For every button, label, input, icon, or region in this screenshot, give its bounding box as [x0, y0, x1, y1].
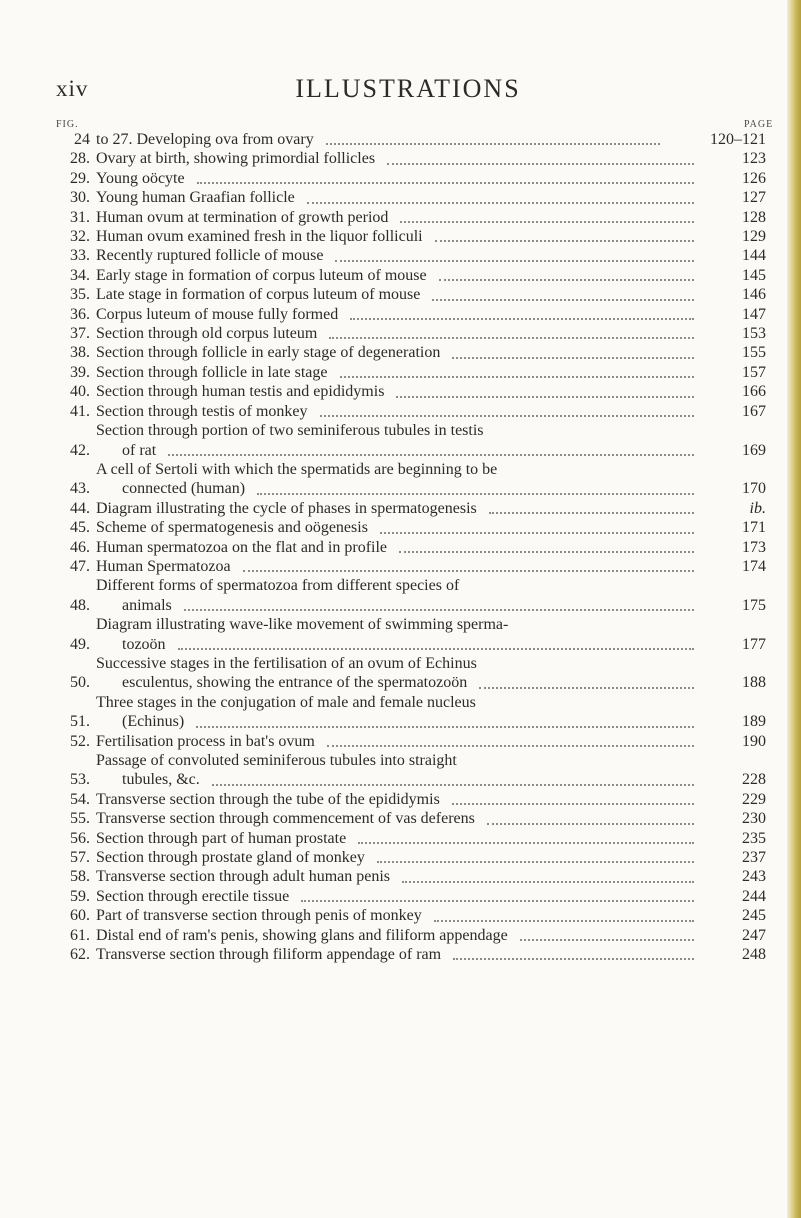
dot-leader	[452, 802, 694, 805]
figure-title: Human ovum examined fresh in the liquor folliculi	[96, 228, 423, 246]
figure-number: 60.	[70, 907, 90, 925]
figure-title: Section through testis of monkey	[96, 402, 308, 420]
page-reference: 177	[742, 635, 766, 653]
figure-title: Human Spermatozoa	[96, 557, 231, 575]
figure-number: 55.	[70, 810, 90, 828]
list-item	[56, 829, 766, 848]
dot-leader	[489, 511, 694, 514]
figure-title: Transverse section through adult human penis	[96, 868, 391, 886]
dot-leader	[307, 201, 694, 204]
entry-body	[90, 169, 704, 188]
figure-title-continuation: esculentus, showing the entrance of the spermatozoön	[122, 674, 468, 692]
figure-title: Passage of convoluted seminiferous tubules into straight	[96, 752, 457, 769]
figure-title: Section through old corpus luteum	[96, 325, 318, 343]
list-item	[56, 382, 766, 401]
figure-title: Ovary at birth, showing primordial follicles	[96, 150, 376, 168]
page-reference: 188	[742, 674, 766, 692]
figure-number: 57.	[70, 849, 90, 867]
entry-body	[90, 615, 704, 654]
page-reference: 190	[742, 732, 766, 750]
figure-number: 50.	[70, 674, 90, 692]
figure-number: 49.	[70, 635, 90, 653]
page-column-heading: PAGE	[744, 119, 774, 130]
list-item	[56, 285, 766, 304]
page-reference: 146	[742, 286, 766, 304]
figure-number: 44.	[70, 499, 90, 517]
page-reference: 129	[742, 228, 766, 246]
dot-leader	[326, 142, 660, 145]
list-item	[56, 324, 766, 343]
list-item	[56, 538, 766, 557]
list-item	[56, 926, 766, 945]
page-reference: 171	[742, 519, 766, 537]
dot-leader	[196, 725, 694, 728]
page-reference: 128	[742, 208, 766, 226]
figure-number: 61.	[70, 926, 90, 944]
page-reference: 235	[742, 829, 766, 847]
dot-leader	[358, 841, 694, 844]
dot-leader	[335, 259, 694, 262]
figure-number: 52.	[70, 732, 90, 750]
dot-leader	[301, 899, 694, 902]
entry-body	[90, 285, 704, 304]
figure-title: Diagram illustrating the cycle of phases in spermatogenesis	[96, 499, 477, 517]
dot-leader	[340, 375, 695, 378]
figure-number: 31.	[70, 208, 90, 226]
dot-leader	[327, 744, 694, 747]
figure-title: Three stages in the conjugation of male and female nucleus	[96, 693, 476, 711]
list-item	[56, 130, 766, 149]
dot-leader	[453, 957, 694, 960]
page-reference: 243	[742, 868, 766, 886]
list-item	[56, 169, 766, 188]
figure-title: Scheme of spermatogenesis and oögenesis	[96, 519, 368, 537]
page-reference: 189	[742, 713, 766, 731]
figure-title: Transverse section through commencement of vas deferens	[96, 810, 475, 828]
entry-body	[90, 460, 704, 499]
entry-body	[90, 208, 704, 227]
entry-body	[90, 305, 704, 324]
figure-title: Transverse section through filiform appendage of ram	[96, 946, 442, 964]
dot-leader	[400, 220, 694, 223]
list-item	[56, 266, 766, 285]
entry-body	[90, 499, 704, 518]
figure-title: Fertilisation process in bat's ovum	[96, 732, 315, 750]
figure-number: 24	[74, 131, 90, 148]
list-item	[56, 421, 766, 460]
dot-leader	[184, 608, 694, 611]
entry-body	[90, 246, 704, 265]
figure-title: Corpus luteum of mouse fully formed	[96, 305, 339, 323]
figure-number: 59.	[70, 887, 90, 905]
figure-title: Part of transverse section through penis of monkey	[96, 907, 422, 925]
figure-title: Distal end of ram's penis, showing glans and filiform appendage	[96, 926, 508, 944]
dot-leader	[396, 395, 694, 398]
page-edge-binding	[787, 0, 801, 1218]
list-item	[56, 518, 766, 537]
dot-leader	[257, 492, 694, 495]
page-reference: 230	[742, 810, 766, 828]
entry-body	[90, 557, 704, 576]
figure-number: 51.	[70, 713, 90, 731]
entry-body	[90, 654, 704, 693]
list-item	[56, 654, 766, 693]
list-item	[56, 790, 766, 809]
entry-body	[90, 518, 704, 537]
figure-title: Section through follicle in late stage	[96, 363, 328, 381]
figure-title: Section through follicle in early stage of degeneration	[96, 344, 441, 362]
figure-number: 46.	[70, 538, 90, 556]
dot-leader	[212, 783, 694, 786]
list-item	[56, 188, 766, 207]
entry-body	[90, 751, 704, 790]
page-reference: 245	[742, 907, 766, 925]
illustrations-list	[56, 130, 766, 964]
figure-number: 32.	[70, 228, 90, 246]
page-reference: 144	[742, 247, 766, 265]
entry-body	[90, 324, 704, 343]
entry-body	[90, 848, 704, 867]
figure-number: 48.	[70, 596, 90, 614]
figure-title: Diagram illustrating wave-like movement of swimming sperma-	[96, 616, 509, 634]
dot-leader	[377, 860, 694, 863]
entry-body	[90, 693, 704, 732]
entry-body	[90, 538, 704, 557]
figure-number: 37.	[70, 325, 90, 343]
fig-column-heading: FIG.	[56, 119, 79, 130]
dot-leader	[479, 686, 694, 689]
page-reference: 167	[742, 402, 766, 420]
entry-body	[90, 790, 704, 809]
page-reference: 147	[742, 305, 766, 323]
dot-leader	[380, 531, 694, 534]
dot-leader	[452, 356, 694, 359]
list-item	[56, 576, 766, 615]
figure-title: Human ovum at termination of growth period	[96, 208, 389, 226]
figure-number: 41.	[70, 402, 90, 420]
page-reference: 169	[742, 441, 766, 459]
list-item	[56, 363, 766, 382]
page-number: xiv	[56, 76, 89, 101]
figure-number: 45.	[70, 519, 90, 537]
dot-leader	[168, 453, 694, 456]
page-reference: 153	[742, 325, 766, 343]
figure-title: Successive stages in the fertilisation of an ovum of Echinus	[96, 654, 477, 672]
dot-leader	[387, 162, 694, 165]
dot-leader	[520, 938, 694, 941]
list-item	[56, 246, 766, 265]
figure-number: 34.	[70, 266, 90, 284]
page-reference: 155	[742, 344, 766, 362]
figure-title: Transverse section through the tube of the epididymis	[96, 790, 440, 808]
list-item	[56, 848, 766, 867]
list-item	[56, 149, 766, 168]
entry-body	[90, 149, 704, 168]
list-item	[56, 227, 766, 246]
list-item	[56, 887, 766, 906]
entry-body	[90, 130, 670, 149]
entry-body	[90, 227, 704, 246]
dot-leader	[243, 569, 694, 572]
dot-leader	[432, 298, 694, 301]
entry-body	[90, 402, 704, 421]
figure-title: Section through erectile tissue	[96, 887, 290, 905]
figure-number: 39.	[70, 363, 90, 381]
figure-title: Young human Graafian follicle	[96, 189, 295, 207]
page-reference: 248	[742, 946, 766, 964]
figure-number: 56.	[70, 829, 90, 847]
entry-body	[90, 945, 704, 964]
figure-number: 43.	[70, 480, 90, 498]
entry-body	[90, 926, 704, 945]
dot-leader	[197, 181, 694, 184]
dot-leader	[350, 317, 694, 320]
page-reference: 123	[742, 150, 766, 168]
dot-leader	[329, 336, 694, 339]
figure-title-continuation: tozoön	[122, 635, 166, 653]
figure-title: Section through human testis and epididymis	[96, 383, 385, 401]
list-item	[56, 402, 766, 421]
dot-leader	[399, 550, 694, 553]
running-title: ILLUSTRATIONS	[295, 74, 521, 103]
figure-title: Recently ruptured follicle of mouse	[96, 247, 324, 265]
figure-number: 28.	[70, 150, 90, 168]
page-reference: 126	[742, 169, 766, 187]
figure-number: 58.	[70, 868, 90, 886]
entry-body	[90, 809, 704, 828]
entry-body	[90, 906, 704, 925]
figure-title: Human spermatozoa on the flat and in profile	[96, 538, 388, 556]
list-item	[56, 615, 766, 654]
dot-leader	[435, 239, 694, 242]
page-reference: 174	[742, 557, 766, 575]
page-reference: 229	[742, 790, 766, 808]
entry-body	[90, 732, 704, 751]
list-item	[56, 751, 766, 790]
figure-number: 29.	[70, 169, 90, 187]
page-reference: 145	[742, 266, 766, 284]
list-item	[56, 732, 766, 751]
figure-number: 47.	[70, 557, 90, 575]
page-header	[56, 74, 760, 114]
entry-body	[90, 382, 704, 401]
list-item	[56, 499, 766, 518]
entry-body	[90, 887, 704, 906]
page-reference: 127	[742, 189, 766, 207]
dot-leader	[402, 880, 694, 883]
dot-leader	[487, 822, 694, 825]
figure-number: 33.	[70, 247, 90, 265]
figure-number: 35.	[70, 286, 90, 304]
figure-title: Different forms of spermatozoa from different species of	[96, 577, 460, 595]
figure-number: 54.	[70, 790, 90, 808]
page-reference: 244	[742, 887, 766, 905]
list-item	[56, 343, 766, 362]
figure-title: Young oöcyte	[96, 169, 185, 187]
entry-body	[90, 829, 704, 848]
list-item	[56, 557, 766, 576]
list-item	[56, 460, 766, 499]
entry-body	[90, 576, 704, 615]
entry-body	[90, 188, 704, 207]
figure-title-continuation: (Echinus)	[122, 713, 185, 731]
list-item	[56, 867, 766, 886]
figure-title: to 27. Developing ova from ovary	[96, 131, 314, 148]
figure-title: Section through prostate gland of monkey	[96, 849, 365, 867]
figure-number: 62.	[70, 946, 90, 964]
figure-title: Early stage in formation of corpus luteum of mouse	[96, 266, 427, 284]
figure-number: 53.	[70, 771, 90, 789]
page-reference: 175	[742, 596, 766, 614]
entry-body	[90, 363, 704, 382]
dot-leader	[178, 647, 694, 650]
entry-body	[90, 266, 704, 285]
page-reference: 166	[742, 383, 766, 401]
list-item	[56, 305, 766, 324]
figure-title: Section through part of human prostate	[96, 829, 347, 847]
dot-leader	[439, 278, 694, 281]
list-item	[56, 945, 766, 964]
figure-title-continuation: tubules, &c.	[122, 771, 200, 789]
list-item	[56, 208, 766, 227]
page-reference: 173	[742, 538, 766, 556]
page-reference: 228	[742, 771, 766, 789]
list-item	[56, 906, 766, 925]
page-reference: 237	[742, 849, 766, 867]
figure-title: Late stage in formation of corpus luteum of mouse	[96, 286, 421, 304]
list-item	[56, 809, 766, 828]
figure-number: 30.	[70, 189, 90, 207]
figure-title-continuation: of rat	[122, 441, 157, 459]
page-reference: ib.	[749, 499, 766, 517]
dot-leader	[320, 414, 694, 417]
page-reference: 247	[742, 926, 766, 944]
figure-number: 40.	[70, 383, 90, 401]
entry-body	[90, 421, 704, 460]
entry-body	[90, 867, 704, 886]
dot-leader	[434, 919, 694, 922]
page-reference: 120–121	[710, 131, 766, 148]
entry-body	[90, 343, 704, 362]
page-reference: 170	[742, 480, 766, 498]
figure-number: 38.	[70, 344, 90, 362]
figure-title: Section through portion of two seminiferous tubules in testis	[96, 422, 484, 440]
figure-title: A cell of Sertoli with which the spermatids are beginning to be	[96, 460, 498, 478]
figure-number: 42.	[70, 441, 90, 459]
figure-number: 36.	[70, 305, 90, 323]
figure-title-continuation: animals	[122, 596, 172, 614]
figure-title-continuation: connected (human)	[122, 480, 246, 498]
page-reference: 157	[742, 363, 766, 381]
list-item	[56, 693, 766, 732]
